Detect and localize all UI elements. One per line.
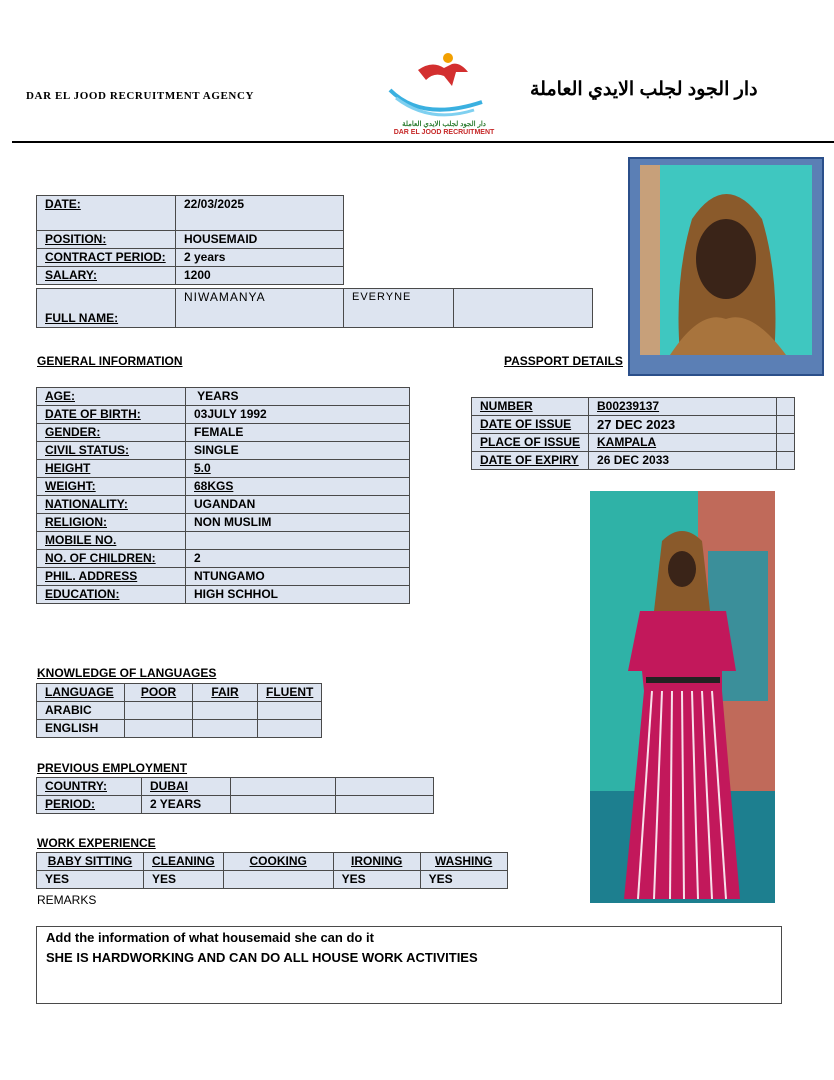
arabic-fluent	[258, 702, 322, 720]
fluent-header: FLUENT	[258, 684, 322, 702]
weight-value: 68KGS	[186, 478, 410, 496]
cleaning-value: YES	[144, 871, 224, 889]
education-value: HIGH SCHHOL	[186, 586, 410, 604]
cleaning-header: CLEANING	[144, 853, 224, 871]
remarks-line-1: Add the information of what housemaid she can do it	[46, 930, 374, 945]
fair-header: FAIR	[193, 684, 258, 702]
date-label: DATE:	[37, 196, 176, 231]
portrait-person-icon	[630, 159, 822, 374]
position-label: POSITION:	[37, 231, 176, 249]
nationality-label: NATIONALITY:	[37, 496, 186, 514]
issue-date-value: 27 DEC 2023	[589, 416, 777, 434]
general-information-table	[36, 387, 410, 604]
mobile-value	[186, 532, 410, 550]
english-fair	[193, 720, 258, 738]
passport-extra-cell	[777, 434, 795, 452]
name-extra-cell	[454, 289, 593, 328]
issue-place-value: KAMPALA	[589, 434, 777, 452]
weight-label: WEIGHT:	[37, 478, 186, 496]
address-label: PHIL. ADDRESS	[37, 568, 186, 586]
english-fluent	[258, 720, 322, 738]
full-length-photo	[590, 491, 775, 903]
cooking-value	[223, 871, 333, 889]
position-value: HOUSEMAID	[176, 231, 344, 249]
children-value: 2	[186, 550, 410, 568]
expiry-date-value: 26 DEC 2033	[589, 452, 777, 470]
english-poor	[125, 720, 193, 738]
agency-name-arabic: دار الجود لجلب الايدي العاملة	[530, 79, 758, 100]
passport-extra-cell	[777, 452, 795, 470]
period-label: PERIOD:	[37, 796, 142, 814]
job-details-table	[36, 195, 344, 285]
salary-label: SALARY:	[37, 267, 176, 285]
employment-extra-cell	[231, 778, 336, 796]
employment-extra-cell	[231, 796, 336, 814]
language-arabic: ARABIC	[37, 702, 125, 720]
general-information-title: GENERAL INFORMATION	[37, 354, 183, 368]
washing-value: YES	[420, 871, 507, 889]
arabic-poor	[125, 702, 193, 720]
passport-number-value: B00239137	[589, 398, 777, 416]
agency-name-english: DAR EL JOOD RECRUITMENT AGENCY	[26, 90, 255, 102]
passport-extra-cell	[777, 416, 795, 434]
previous-employment-table	[36, 777, 434, 814]
ironing-value: YES	[333, 871, 420, 889]
work-experience-title: WORK EXPERIENCE	[37, 836, 156, 850]
height-label: HEIGHT	[37, 460, 186, 478]
languages-table	[36, 683, 322, 738]
mobile-label: MOBILE NO.	[37, 532, 186, 550]
period-value: 2 YEARS	[142, 796, 231, 814]
arabic-fair	[193, 702, 258, 720]
employment-extra-cell	[336, 778, 434, 796]
language-english: ENGLISH	[37, 720, 125, 738]
religion-value: NON MUSLIM	[186, 514, 410, 532]
date-value: 22/03/2025	[176, 196, 344, 231]
languages-title: KNOWLEDGE OF LANGUAGES	[37, 666, 217, 680]
remarks-label: REMARKS	[37, 893, 97, 907]
civil-status-label: CIVIL STATUS:	[37, 442, 186, 460]
ironing-header: IRONING	[333, 853, 420, 871]
height-value: 5.0	[186, 460, 410, 478]
country-value: DUBAI	[142, 778, 231, 796]
remarks-line-2: SHE IS HARDWORKING AND CAN DO ALL HOUSE WORK ACTIVITIES	[46, 950, 478, 965]
children-label: NO. OF CHILDREN:	[37, 550, 186, 568]
passport-details-table	[471, 397, 795, 470]
full-name-label: FULL NAME:	[37, 289, 176, 328]
cooking-header: COOKING	[223, 853, 333, 871]
logo-figure-icon	[382, 50, 506, 120]
first-name-value: NIWAMANYA	[176, 289, 344, 328]
address-value: NTUNGAMO	[186, 568, 410, 586]
header-divider	[12, 141, 834, 143]
passport-extra-cell	[777, 398, 795, 416]
language-header: LANGUAGE	[37, 684, 125, 702]
remarks-box	[36, 926, 782, 1004]
full-length-person-icon	[590, 491, 775, 903]
age-value: YEARS	[186, 388, 410, 406]
logo-text-arabic: دار الجود لجلب الايدي العاملة	[402, 121, 486, 128]
gender-value: FEMALE	[186, 424, 410, 442]
gender-label: GENDER:	[37, 424, 186, 442]
issue-date-label: DATE OF ISSUE	[472, 416, 589, 434]
work-experience-table	[36, 852, 508, 889]
agency-logo	[382, 50, 506, 142]
contract-period-label: CONTRACT PERIOD:	[37, 249, 176, 267]
nationality-value: UGANDAN	[186, 496, 410, 514]
issue-place-label: PLACE OF ISSUE	[472, 434, 589, 452]
dob-label: DATE OF BIRTH:	[37, 406, 186, 424]
employment-extra-cell	[336, 796, 434, 814]
salary-value: 1200	[176, 267, 344, 285]
poor-header: POOR	[125, 684, 193, 702]
civil-status-value: SINGLE	[186, 442, 410, 460]
logo-text-english: DAR EL JOOD RECRUITMENT	[393, 129, 495, 136]
baby-sitting-header: BABY SITTING	[37, 853, 144, 871]
country-label: COUNTRY:	[37, 778, 142, 796]
contract-period-value: 2 years	[176, 249, 344, 267]
previous-employment-title: PREVIOUS EMPLOYMENT	[37, 761, 188, 775]
education-label: EDUCATION:	[37, 586, 186, 604]
baby-sitting-value: YES	[37, 871, 144, 889]
passport-details-title: PASSPORT DETAILS	[504, 354, 623, 368]
last-name-value: EVERYNE	[344, 289, 454, 328]
expiry-date-label: DATE OF EXPIRY	[472, 452, 589, 470]
full-name-table	[36, 288, 593, 328]
age-label: AGE:	[37, 388, 186, 406]
religion-label: RELIGION:	[37, 514, 186, 532]
passport-number-label: NUMBER	[472, 398, 589, 416]
dob-value: 03JULY 1992	[186, 406, 410, 424]
washing-header: WASHING	[420, 853, 507, 871]
portrait-photo	[628, 157, 824, 376]
